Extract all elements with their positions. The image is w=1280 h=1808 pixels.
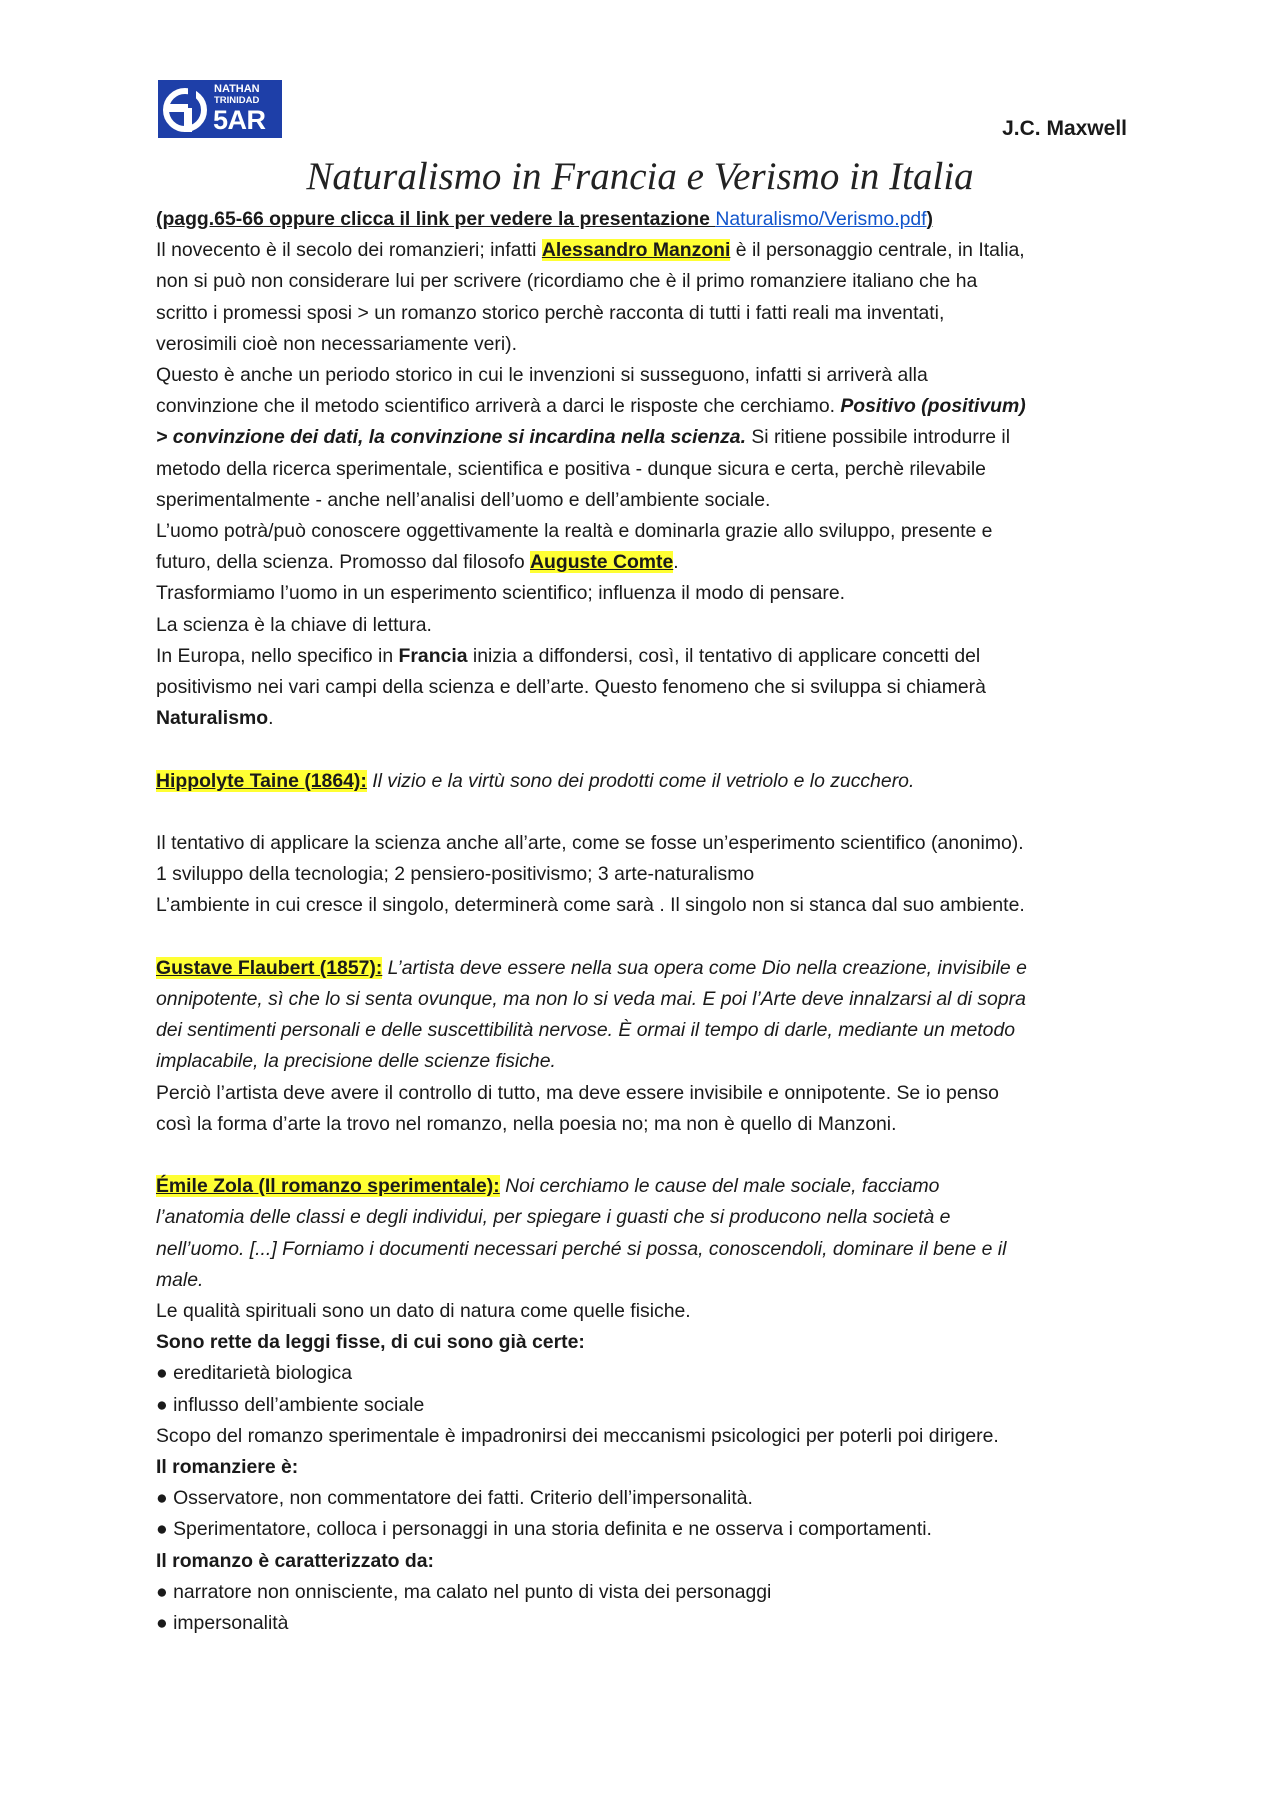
body-line: 1 sviluppo della tecnologia; 2 pensiero-positivismo; 3 arte-naturalismo [156,863,755,886]
logo-emblem-icon [158,80,216,138]
logo-line-2: TRINIDAD [214,95,260,106]
body-line: Scopo del romanzo sperimentale è impadronirsi dei meccanismi psicologici per poterli poi dirigere. [156,1424,999,1447]
taine-label: Hippolyte Taine (1864): [156,769,367,792]
list-item: ● Osservatore, non commentatore dei fatti. Criterio dell’impersonalità. [156,1487,753,1510]
body-line: Naturalismo. [156,707,274,730]
logo-line-3: 5AR [213,105,266,135]
list-item: ● ereditarietà biologica [156,1362,353,1385]
body-line: così la forma d’arte la trovo nel romanzo, nella poesia no; ma non è quello di Manzoni. [156,1112,897,1135]
presentation-link[interactable]: Naturalismo/Verismo.pdf [715,208,927,230]
zola-label: Émile Zola (Il romanzo sperimentale): [156,1175,500,1198]
list-item: ● narratore non onnisciente, ma calato nel punto di vista dei personaggi [156,1580,772,1603]
body-line: convinzione che il metodo scientifico arriverà a darci le risposte che cerchiamo. Positivo (positivum) [156,395,1026,418]
section-heading: Il romanziere è: [156,1456,299,1479]
author-name: J.C. Maxwell [1002,117,1127,140]
body-line: L’uomo potrà/può conoscere oggettivamente la realtà e dominarla grazie allo sviluppo, presente e [156,520,993,543]
body-line: verosimili cioè non necessariamente veri). [156,332,518,355]
body-line: La scienza è la chiave di lettura. [156,613,432,636]
zola-quote-line: Émile Zola (Il romanzo sperimentale): Noi cerchiamo le cause del male sociale, facciamo [156,1175,940,1198]
body-line: positivismo nei vari campi della scienza e dell’arte. Questo fenomeno che si sviluppa si chiamerà [156,676,986,699]
body-line: futuro, della scienza. Promosso dal filosofo Auguste Comte. [156,551,679,574]
quote-line: male. [156,1268,204,1291]
quote-line: implacabile, la precisione delle scienze fisiche. [156,1050,556,1073]
school-logo [158,80,282,138]
quote-line: onnipotente, sì che lo si senta ovunque, ma non lo si veda mai. E poi l’Arte deve innalzarsi al di sopra [156,988,1026,1011]
quote-line: dei sentimenti personali e delle suscettibilità nervose. È ormai il tempo di darle, mediante un metodo [156,1019,1016,1042]
list-item: ● influsso dell’ambiente sociale [156,1393,425,1416]
highlight-comte: Auguste Comte [530,551,674,574]
section-heading: Sono rette da leggi fisse, di cui sono già certe: [156,1331,585,1354]
document-body [156,204,1146,1639]
body-line: Perciò l’artista deve avere il controllo di tutto, ma deve essere invisibile e onnipotente. Se io penso [156,1081,999,1104]
body-line: Trasformiamo l’uomo in un esperimento scientifico; influenza il modo di pensare. [156,582,846,605]
body-line: > convinzione dei dati, la convinzione si incardina nella scienza. Si ritiene possibile introdurre il [156,426,1011,449]
taine-quote-line: Hippolyte Taine (1864): Il vizio e la virtù sono dei prodotti come il vetriolo e lo zucchero. [156,769,915,792]
pages-reference-close: ) [926,208,934,230]
section-heading: Il romanzo è caratterizzato da: [156,1549,435,1572]
logo-line-1: NATHAN [214,83,260,95]
intro-line [156,204,1146,235]
body-line: Questo è anche un periodo storico in cui le invenzioni si susseguono, infatti si arriverà alla [156,364,928,387]
body-line: Il novecento è il secolo dei romanzieri; infatti Alessandro Manzoni è il personaggio centrale, in Italia, [156,239,1025,262]
highlight-manzoni: Alessandro Manzoni [541,239,731,262]
body-line: L’ambiente in cui cresce il singolo, determinerà come sarà . Il singolo non si stanca dal suo ambiente. [156,894,1025,917]
body-line: Le qualità spirituali sono un dato di natura come quelle fisiche. [156,1300,691,1323]
body-line: non si può non considerare lui per scrivere (ricordiamo che è il primo romanziere italiano che ha [156,270,978,293]
list-item: ● Sperimentatore, colloca i personaggi in una storia definita e ne osserva i comportamenti. [156,1518,932,1541]
flaubert-label: Gustave Flaubert (1857): [156,956,383,979]
body-line: In Europa, nello specifico in Francia inizia a diffondersi, così, il tentativo di applicare concetti del [156,644,981,667]
quote-line: l’anatomia delle classi e degli individui, per spiegare i guasti che si producono nella società e [156,1206,951,1229]
document-title: Naturalismo in Francia e Verismo in Italia [306,155,974,198]
list-item: ● impersonalità [156,1612,289,1635]
body-line: metodo della ricerca sperimentale, scientifica e positiva - dunque sicura e certa, perchè rilevabile [156,457,986,480]
pages-reference: (pagg.65-66 oppure clicca il link per vedere la presentazione [156,208,716,230]
body-line: sperimentalmente - anche nell’analisi dell’uomo e dell’ambiente sociale. [156,488,771,511]
quote-line: nell’uomo. [...] Forniamo i documenti necessari perché si possa, conoscendoli, dominare il bene e il [156,1237,1007,1260]
flaubert-quote-line: Gustave Flaubert (1857): L’artista deve essere nella sua opera come Dio nella creazione, invisibile e [156,956,1027,979]
body-line: scritto i promessi sposi > un romanzo storico perchè racconta di tutti i fatti reali ma inventati, [156,301,945,324]
body-line: Il tentativo di applicare la scienza anche all’arte, come se fosse un’esperimento scientifico (anonimo). [156,832,1024,855]
